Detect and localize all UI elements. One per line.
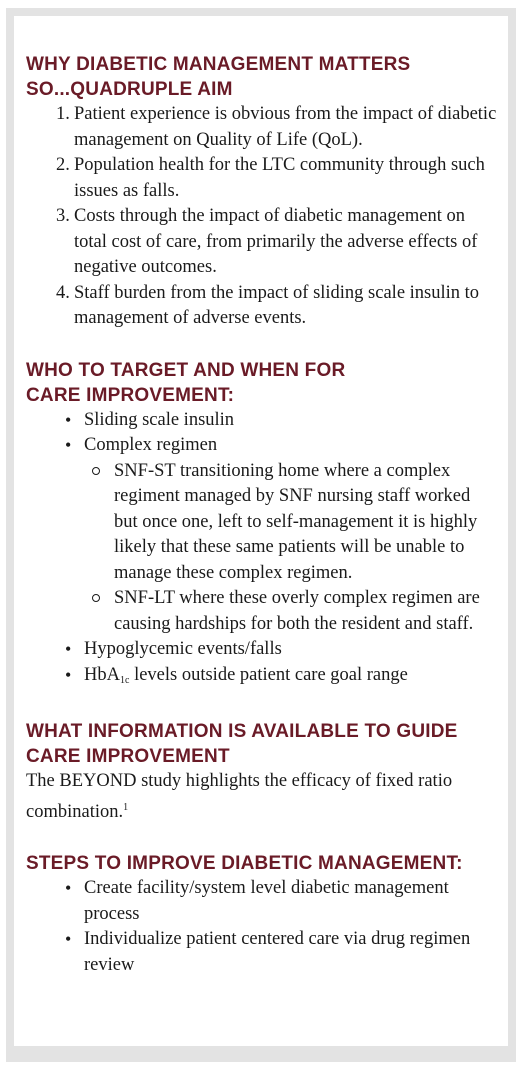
list-item (60, 663, 498, 694)
heading-line-1: STEPS TO IMPROVE DIABETIC MANAGEMENT: (26, 853, 463, 874)
item-text-suffix: levels outside patient care goal range (129, 664, 408, 685)
section-heading-who (26, 358, 498, 408)
quadruple-aim-list (26, 102, 498, 332)
section-who (26, 358, 498, 694)
sub-list-item (92, 459, 498, 587)
item-number: 1. (56, 104, 70, 124)
section-heading-steps (26, 851, 498, 876)
list-item (60, 927, 498, 978)
subscript: 1c (119, 674, 130, 686)
bullet-icon: • (65, 929, 72, 949)
info-paragraph (26, 769, 498, 825)
sub-list (84, 459, 498, 638)
item-number: 4. (56, 282, 70, 303)
bullet-icon: • (65, 409, 72, 430)
item-text: Complex regimen (84, 435, 218, 455)
paragraph-text: The BEYOND study highlights the efficacy of fixed ratio combination. (26, 771, 453, 822)
bullet-icon: • (65, 878, 72, 898)
item-text: Hypoglycemic events/falls (84, 639, 282, 659)
list-item (60, 433, 498, 637)
item-text: Staff burden from the impact of sliding scale insulin to management of adverse events. (74, 282, 480, 328)
section-info (26, 719, 498, 825)
heading-line-1: WHO TO TARGET AND WHEN FOR (26, 359, 346, 381)
list-item (60, 876, 498, 927)
item-number: 2. (56, 155, 70, 175)
item-text: Create facility/system level diabetic management process (84, 878, 449, 924)
section-why (26, 52, 498, 332)
circle-bullet-icon (92, 467, 100, 475)
item-text: Patient experience is obvious from the impact of diabetic management on Quality of Life (QoL). (74, 104, 497, 150)
reference-marker: 1 (123, 801, 129, 813)
heading-line-2: CARE IMPROVEMENT (26, 746, 230, 767)
section-heading-info (26, 719, 498, 769)
circle-bullet-icon (92, 594, 100, 602)
heading-line-2: CARE IMPROVEMENT: (26, 384, 235, 406)
target-list (26, 408, 498, 694)
item-text-prefix: HbA (84, 664, 120, 685)
item-text: Individualize patient centered care via drug regimen review (84, 929, 471, 975)
bullet-icon: • (65, 664, 72, 685)
bullet-icon: • (65, 639, 72, 659)
item-text: SNF-ST transitioning home where a complex regiment managed by SNF nursing staff worked but once one, left to self-management it is highly likely that these same patients will be unable to manage these complex regimen. (114, 460, 478, 583)
list-item (56, 153, 498, 204)
list-item (56, 204, 498, 281)
section-steps (26, 851, 498, 978)
bullet-icon: • (65, 435, 72, 455)
item-text: Costs through the impact of diabetic management on total cost of care, from primarily the adverse effects of negative outcomes. (74, 206, 478, 277)
page-frame (6, 8, 516, 1062)
heading-line-1: WHY DIABETIC MANAGEMENT MATTERS (26, 54, 411, 75)
item-number: 3. (56, 206, 70, 226)
content-card (14, 16, 508, 1046)
item-text: Sliding scale insulin (84, 409, 235, 430)
list-item (56, 102, 498, 153)
heading-line-1: WHAT INFORMATION IS AVAILABLE TO GUIDE (26, 721, 458, 742)
sub-list-item (92, 586, 498, 637)
section-heading-why (26, 52, 498, 102)
item-text: SNF-LT where these overly complex regimen are causing hardships for both the resident and staff. (114, 588, 480, 634)
heading-line-2: SO...QUADRUPLE AIM (26, 79, 233, 100)
item-text: Population health for the LTC community through such issues as falls. (74, 155, 485, 201)
list-item (56, 281, 498, 332)
list-item (60, 408, 498, 434)
list-item (60, 637, 498, 663)
steps-list (26, 876, 498, 978)
